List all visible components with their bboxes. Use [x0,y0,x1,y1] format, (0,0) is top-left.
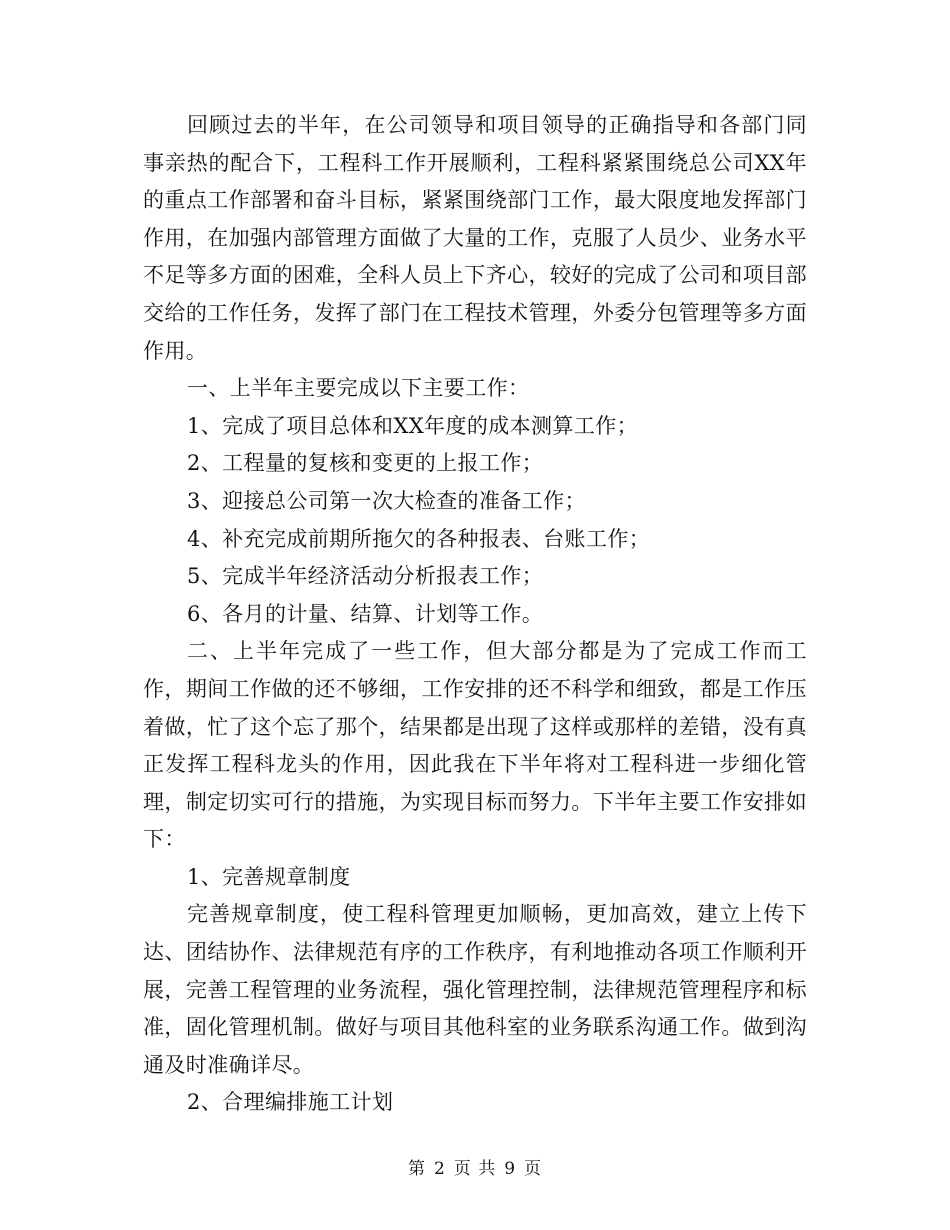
heading-rules-system: 1、完善规章制度 [187,864,351,889]
page-footer [0,1154,950,1179]
paragraph-second-half-plan: 二、上半年完成了一些工作，但大部分都是为了完成工作而工作，期间工作做的还不够细，工作安排的还不科学和细致，都是工作压着做，忙了这个忘了那个，结果都是出现了这样或那样的差错，没有真正发挥工程科龙头的作用，因此我在下半年将对工程科进一步细化管理，制定切实可行的措施，为实现目标而努力。下半年主要工作安排如下： [143,639,807,852]
list-item-reports: 4、补充完成前期所拖欠的各种报表、台账工作； [187,526,651,551]
footer-prefix: 第 [407,1159,426,1179]
paragraph-rules-system: 完善规章制度，使工程科管理更加顺畅，更加高效，建立上传下达、团结协作、法律规范有序的工作秩序，有利地推动各项工作顺利开展，完善工程管理的业务流程，强化管理控制，法律规范管理程序和标准，固化管理机制。做好与项目其他科室的业务联系沟通工作。做到沟通及时准确详尽。 [143,902,807,1077]
list-item-economic-analysis: 5、完成半年经济活动分析报表工作； [187,564,544,589]
footer-middle: 页 共 [453,1159,497,1179]
document-body [143,107,807,1122]
footer-total-pages: 9 [504,1159,517,1179]
heading-construction-plan: 2、合理编排施工计划 [187,1090,394,1115]
list-item-inspection-prep: 3、迎接总公司第一次大检查的准备工作； [187,488,586,513]
heading-first-half-work: 一、上半年主要完成以下主要工作： [187,376,530,401]
list-item-quantity-review: 2、工程量的复核和变更的上报工作； [187,451,544,476]
list-item-cost-estimate: 1、完成了项目总体和XX年度的成本测算工作； [187,413,639,438]
footer-page-number: 2 [433,1159,446,1179]
footer-suffix: 页 [524,1159,543,1179]
list-item-monthly-measure: 6、各月的计量、结算、计划等工作。 [187,601,544,626]
paragraph-review: 回顾过去的半年，在公司领导和项目领导的正确指导和各部门同事亲热的配合下，工程科工作开展顺利，工程科紧紧围绕总公司XX年的重点工作部署和奋斗目标，紧紧围绕部门工作，最大限度地发挥部门作用，在加强内部管理方面做了大量的工作，克服了人员少、业务水平不足等多方面的困难，全科人员上下齐心，较好的完成了公司和项目部交给的工作任务，发挥了部门在工程技术管理，外委分包管理等多方面作用。 [143,113,807,363]
